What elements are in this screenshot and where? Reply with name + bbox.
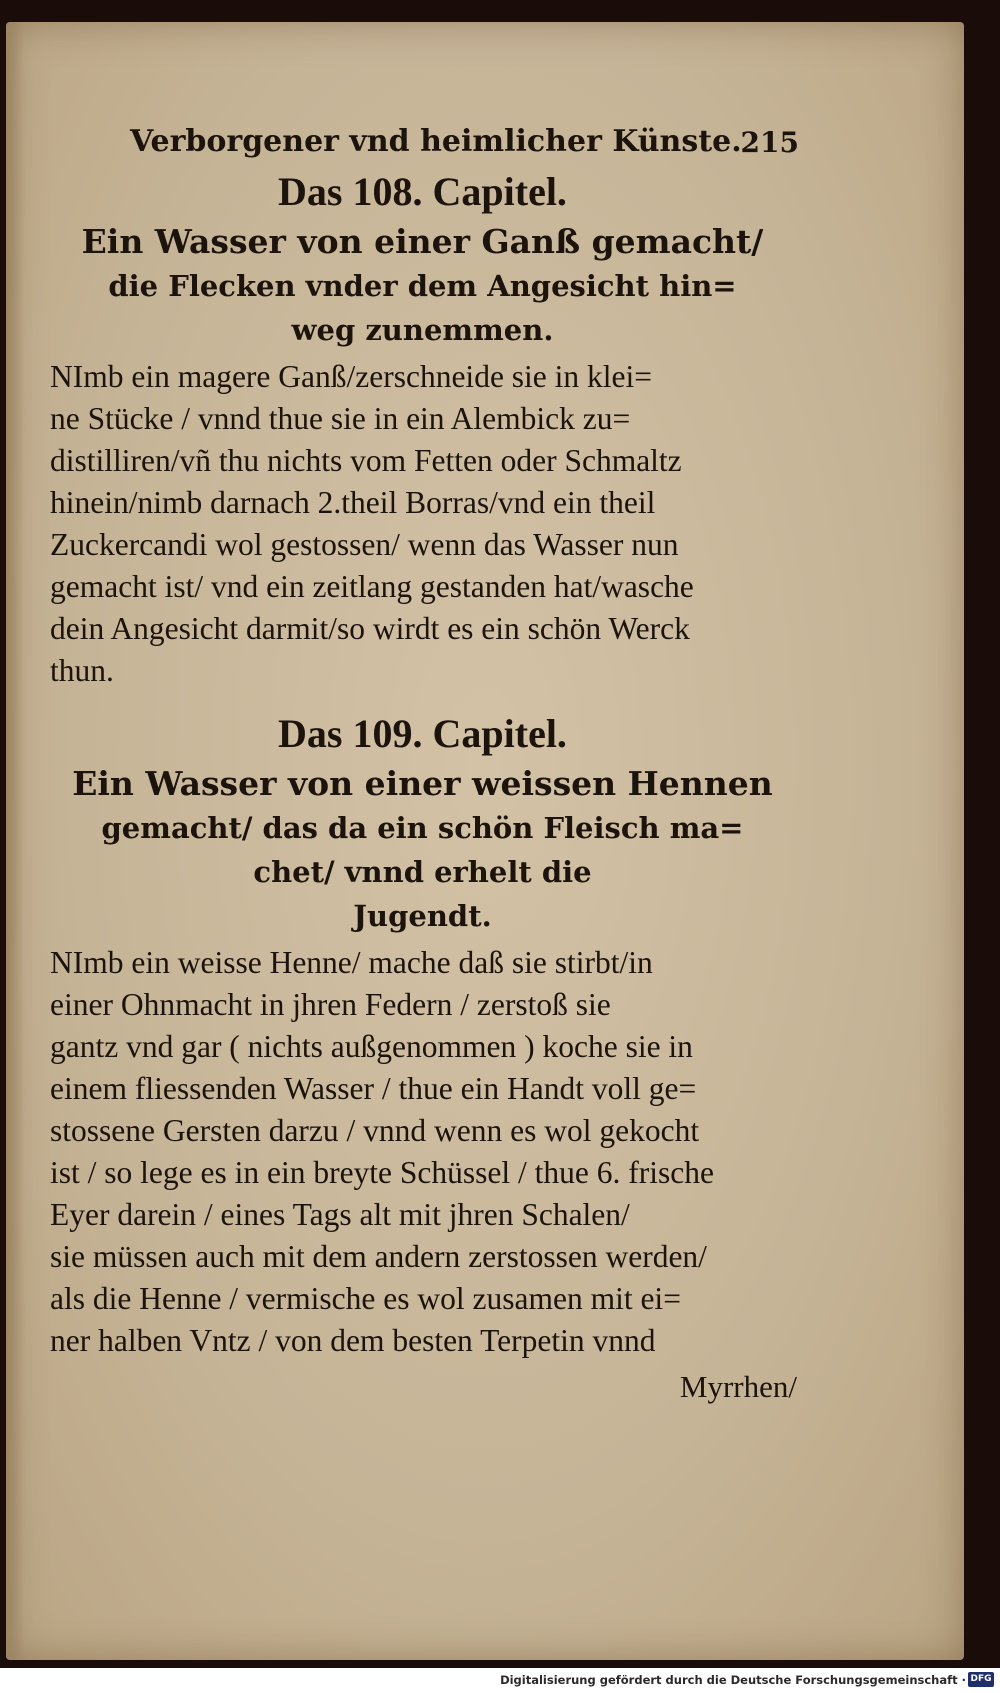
running-head: Verborgener vnd heimlicher Künste.: [130, 124, 742, 159]
title-line: die Flecken vnder dem Angesicht hin=: [108, 269, 737, 303]
chapter-108-title: [50, 220, 795, 352]
title-line: Ein Wasser von einer weissen Hennen: [72, 764, 773, 803]
body-line: einem fliessenden Wasser / thue ein Handt voll ge=: [50, 1071, 697, 1106]
chapter-108-body: [50, 356, 795, 692]
book-page: [6, 22, 964, 1660]
body-line: thun.: [50, 653, 114, 688]
body-line: sie müssen auch mit dem andern zerstossen werden/: [50, 1239, 707, 1274]
dfg-logo: DFG: [968, 1672, 994, 1687]
body-line: Zuckercandi wol gestossen/ wenn das Wasser nun: [50, 527, 679, 562]
body-line: ner halben Vntz / von dem besten Terpetin vnnd: [50, 1323, 656, 1358]
page-number: 215: [740, 126, 799, 159]
body-line: stossene Gersten darzu / vnnd wenn es wol gekocht: [50, 1113, 700, 1148]
body-line: als die Henne / vermische es wol zusamen mit ei=: [50, 1281, 681, 1316]
chapter-109-heading: Das 109. Capitel.: [278, 711, 567, 756]
body-line: einer Ohnmacht in jhren Federn / zerstoß sie: [50, 987, 611, 1022]
body-line: gemacht ist/ vnd ein zeitlang gestanden hat/wasche: [50, 569, 694, 604]
body-line: Eyer darein / eines Tags alt mit jhren Schalen/: [50, 1197, 630, 1232]
chapter-108-heading: Das 108. Capitel.: [278, 169, 567, 214]
footer-credit: Digitalisierung gefördert durch die Deutsche Forschungsgemeinschaft ·: [500, 1673, 966, 1687]
title-line: Ein Wasser von einer Ganß gemacht/: [81, 222, 764, 261]
footer-bar: [0, 1668, 1000, 1693]
page-header: [50, 112, 799, 164]
body-line: NImb ein magere Ganß/zerschneide sie in klei=: [50, 359, 653, 394]
title-line: gemacht/ das da ein schön Fleisch ma=: [101, 811, 744, 845]
body-line: distilliren/vñ thu nichts vom Fetten oder Schmaltz: [50, 443, 682, 478]
body-line: hinein/nimb darnach 2.theil Borras/vnd ein theil: [50, 485, 656, 520]
catchword: Myrrhen/: [679, 1369, 797, 1404]
body-line: dein Angesicht darmit/so wirdt es ein schön Werck: [50, 611, 690, 646]
body-line: gantz vnd gar ( nichts außgenommen ) koche sie in: [50, 1029, 693, 1064]
page-edge-shadow: [6, 22, 24, 1660]
title-line: Jugendt.: [353, 899, 492, 933]
chapter-109-body: [50, 942, 795, 1362]
body-line: ne Stücke / vnnd thue sie in ein Alembick zu=: [50, 401, 631, 436]
body-line: ist / so lege es in ein breyte Schüssel / thue 6. frische: [50, 1155, 714, 1190]
title-line: weg zunemmen.: [291, 313, 554, 347]
body-line: NImb ein weisse Henne/ mache daß sie stirbt/in: [50, 945, 653, 980]
title-line: chet/ vnnd erhelt die: [253, 855, 592, 889]
text-block: [50, 112, 799, 1408]
chapter-109-title: [50, 762, 795, 938]
